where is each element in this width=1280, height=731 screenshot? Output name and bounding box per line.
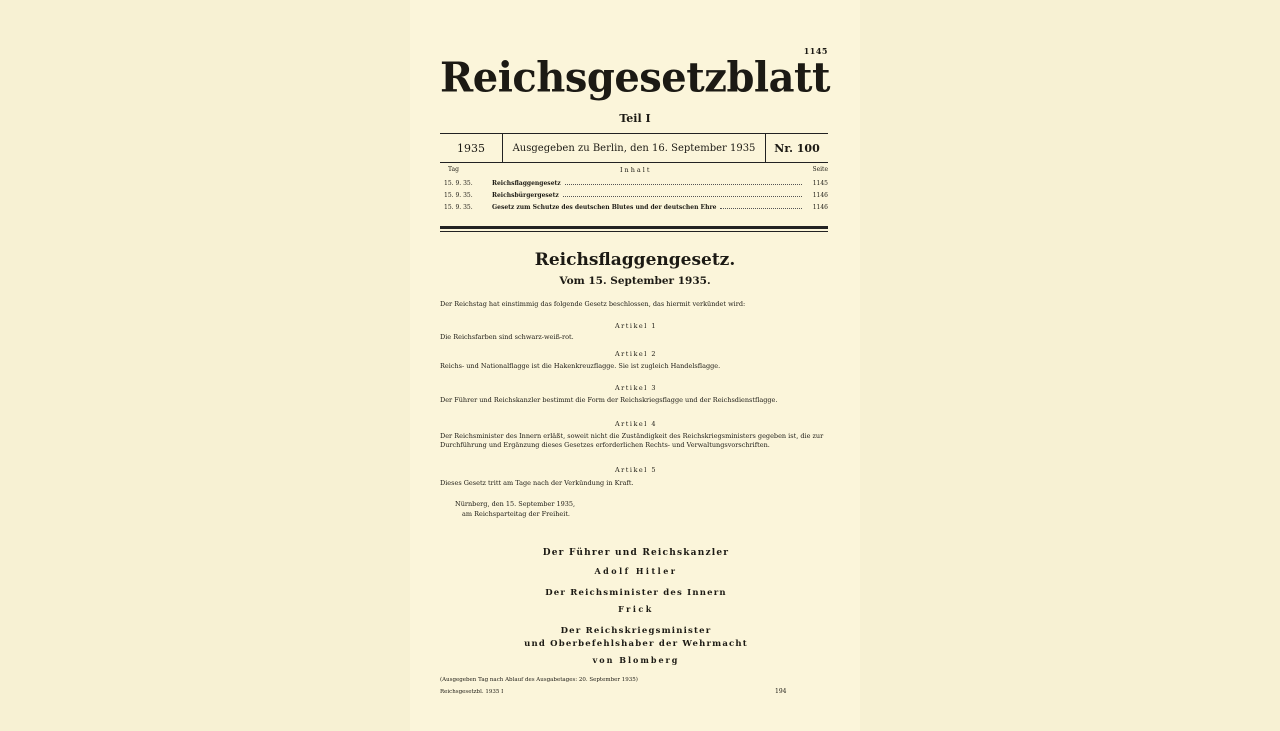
toc-title: Reichsflaggengesetz: [492, 180, 561, 187]
thin-rule: [440, 231, 828, 232]
preamble: Der Reichstag hat einstimmig das folgende Gesetz beschlossen, das hiermit verkündet wird:: [440, 300, 746, 308]
issue-number: Nr. 100: [774, 141, 820, 155]
toc-date: 15. 9. 35.: [444, 180, 473, 187]
page-number: 1145: [803, 46, 828, 56]
toc-date: 15. 9. 35.: [444, 192, 473, 199]
toc-date: 15. 9. 35.: [444, 204, 473, 211]
document-page: [410, 0, 860, 731]
toc-page: 1146: [812, 192, 828, 199]
article-heading: Artikel 2: [614, 350, 658, 358]
toc-leader: [720, 208, 802, 209]
article-text: Die Reichsfarben sind schwarz-weiß-rot.: [440, 333, 574, 341]
article-heading: Artikel 5: [614, 466, 658, 474]
toc-title: Reichsbürgergesetz: [492, 192, 559, 199]
toc-row: [440, 199, 828, 211]
footer-note: (Ausgegeben Tag nach Ablauf des Ausgabetages: 20. September 1935): [440, 677, 638, 683]
toc-leader: [563, 196, 802, 197]
article-text: Dieses Gesetz tritt am Tage nach der Verkündung in Kraft.: [440, 479, 634, 487]
signatory-role: Der Führer und Reichskanzler: [542, 548, 730, 558]
article-text: Reichs- und Nationalflagge ist die Hakenkreuzflagge. Sie ist zugleich Handelsflagge.: [440, 362, 721, 370]
signatory-role: Der Reichsminister des Innern: [545, 588, 727, 598]
issue-year: 1935: [440, 134, 503, 162]
article-text: Der Führer und Reichskanzler bestimmt die Form der Reichskriegsflagge und der Reichsdienstflagge.: [440, 396, 778, 404]
footer-source: Reichsgesetzbl. 1935 I: [440, 689, 504, 695]
signatory-name: von Blomberg: [592, 655, 680, 665]
footer-sheet-number: 194: [775, 688, 787, 695]
article-text: Der Reichsminister des Innern erläßt, soweit nicht die Zuständigkeit des Reichskriegsministers gegeben ist, die zur Durchführung und Ergänzung dieses Gesetzes erforderlichen Rechts- und Verwaltungsvorschriften.: [440, 432, 824, 449]
signatory-role: Der Reichskriegsminister: [560, 626, 712, 636]
part-label: Teil I: [619, 112, 651, 125]
issue-date: Ausgegeben zu Berlin, den 16. September 1935: [503, 134, 766, 162]
law-date: Vom 15. September 1935.: [559, 275, 711, 287]
place-occasion-line: am Reichsparteitag der Freiheit.: [462, 510, 570, 518]
toc-page: 1145: [812, 180, 828, 187]
signatory-name: Adolf Hitler: [594, 566, 678, 576]
masthead-title: Reichsgesetzblatt: [440, 53, 830, 102]
article-heading: Artikel 4: [614, 420, 658, 428]
place-date-line: Nürnberg, den 15. September 1935,: [455, 500, 576, 508]
toc-col-day: Tag: [448, 166, 459, 173]
signatory-role-cont: und Oberbefehlshaber der Wehrmacht: [524, 639, 748, 649]
article-heading: Artikel 1: [614, 322, 658, 330]
toc-header: [440, 166, 828, 174]
toc-col-contents: Inhalt: [619, 166, 652, 174]
toc-page: 1146: [812, 204, 828, 211]
issue-bar: [440, 133, 828, 163]
toc-row: [440, 175, 828, 187]
law-title: Reichsflaggengesetz.: [534, 250, 736, 270]
toc-leader: [565, 184, 802, 185]
article-heading: Artikel 3: [614, 384, 658, 392]
toc-row: [440, 187, 828, 199]
toc-title: Gesetz zum Schutze des deutschen Blutes und der deutschen Ehre: [492, 204, 717, 211]
toc-col-page: Seite: [812, 166, 828, 173]
table-of-contents: [440, 166, 828, 211]
heavy-rule: [440, 226, 828, 229]
signatory-name: Frick: [618, 604, 654, 614]
